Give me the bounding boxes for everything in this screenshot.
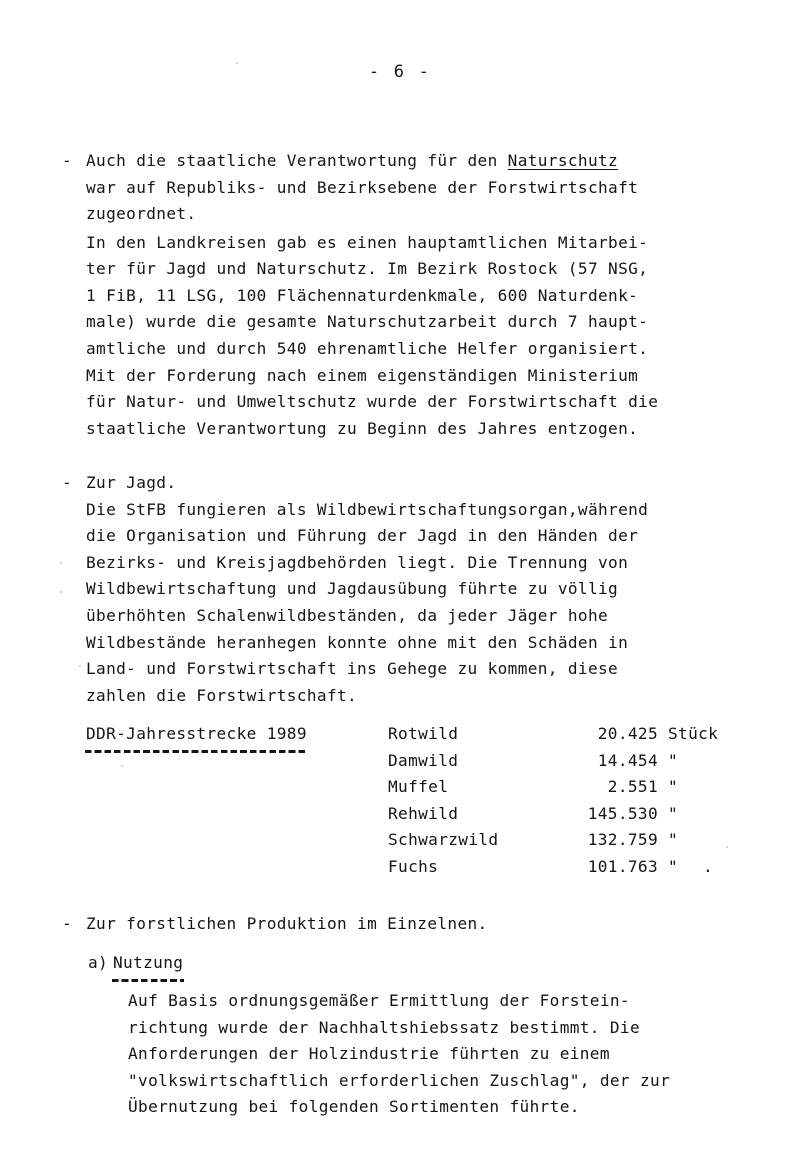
- paragraph-line: Land- und Forstwirtschaft ins Gehege zu kommen, diese: [86, 659, 619, 679]
- table-row: Damwild: [388, 750, 459, 770]
- paragraph-line: richtung wurde der Nachhaltshiebssatz bestimmt. Die: [128, 1017, 641, 1037]
- table-cell-value: 101.763: [587, 857, 658, 876]
- table-row: Rotwild: [388, 724, 459, 743]
- paragraph-line: amtliche und durch 540 ehrenamtliche Helfer organisiert.: [86, 338, 649, 358]
- scan-speck: [60, 562, 62, 564]
- page-number: - 6 -: [368, 62, 432, 82]
- subsection-title-nutzung: [113, 950, 183, 977]
- table-label: [86, 721, 307, 748]
- paragraph-line: 1 FiB, 11 LSG, 100 Flächennaturdenkmale, 600 Naturdenk-: [86, 285, 639, 305]
- paragraph-line: die Organisation und Führung der Jagd in den Händen der: [86, 526, 639, 546]
- paragraph-line: [86, 148, 618, 175]
- table-cell-value: 132.759: [587, 830, 658, 850]
- table-cell-value: 14.454: [597, 750, 658, 770]
- table-cell-unit: ": [668, 777, 679, 797]
- scan-speck: [121, 765, 123, 767]
- bullet-marker-naturschutz: -: [62, 151, 73, 170]
- table-label-text: DDR-Jahresstrecke 1989: [86, 721, 307, 748]
- table-row: Rehwild: [388, 803, 459, 823]
- naturschutz-underlined-term: Naturschutz: [507, 151, 619, 170]
- paragraph-line: male) wurde die gesamte Naturschutzarbeit durch 7 haupt-: [86, 312, 649, 332]
- paragraph-line: Auf Basis ordnungsgemäßer Ermittlung der Forstein-: [128, 991, 630, 1010]
- table-cell-unit: ": [668, 830, 679, 850]
- paragraph-line: war auf Republiks- und Bezirksebene der Forstwirtschaft: [86, 177, 639, 197]
- table-cell-unit: Stück: [668, 724, 719, 743]
- table-trailing-period: .: [703, 857, 714, 876]
- paragraph-line: Die StFB fungieren als Wildbewirtschaftungsorgan,während: [86, 499, 649, 519]
- bullet-marker-jagd: -: [62, 473, 73, 492]
- table-cell-value: 2.551: [607, 777, 658, 797]
- paragraph-line: staatliche Verantwortung zu Beginn des Jahres entzogen.: [86, 418, 639, 438]
- paragraph-line: In den Landkreisen gab es einen hauptamtlichen Mitarbei-: [86, 232, 649, 252]
- paragraph-line: "volkswirtschaftlich erforderlichen Zuschlag", der zur: [128, 1070, 671, 1090]
- paragraph-line: für Natur- und Umweltschutz wurde der Forstwirtschaft die: [86, 392, 659, 412]
- paragraph-line: Mit der Forderung nach einem eigenständigen Ministerium: [86, 365, 639, 385]
- paragraph-line: Wildbewirtschaftung und Jagdausübung führte zu völlig: [86, 579, 619, 599]
- table-cell-unit: ": [668, 750, 679, 770]
- scan-speck: [726, 846, 728, 848]
- table-row: Fuchs: [388, 857, 439, 876]
- table-cell-value: 20.425: [597, 724, 658, 743]
- scan-speck: [60, 591, 62, 593]
- bullet-marker-produktion: -: [62, 914, 73, 933]
- paragraph-line: Übernutzung bei folgenden Sortimenten führte.: [128, 1097, 580, 1117]
- table-row: Schwarzwild: [388, 830, 499, 850]
- scan-speck: [236, 62, 238, 64]
- section-heading-produktion: Zur forstlichen Produktion im Einzelnen.: [86, 914, 488, 933]
- paragraph-line: überhöhten Schalenwildbeständen, da jeder Jäger hohe: [86, 606, 609, 625]
- table-cell-unit: ": [668, 857, 679, 876]
- subsection-title-text: Nutzung: [113, 950, 183, 977]
- paragraph-line: zahlen die Forstwirtschaft.: [86, 685, 358, 705]
- paragraph-line: Anforderungen der Holzindustrie führten zu einem: [128, 1044, 610, 1064]
- subsection-marker-a: a): [88, 953, 109, 972]
- table-cell-unit: ": [668, 803, 679, 823]
- line-text: Auch die staatliche Verantwortung für den: [86, 151, 508, 170]
- section-heading-jagd: Zur Jagd.: [86, 473, 177, 492]
- paragraph-line: Bezirks- und Kreisjagdbehörden liegt. Die Trennung von: [86, 552, 629, 572]
- paragraph-line: Wildbestände heranhegen konnte ohne mit den Schäden in: [86, 632, 629, 652]
- scan-speck: [79, 665, 81, 667]
- table-cell-value: 145.530: [587, 803, 658, 823]
- paragraph-line: ter für Jagd und Naturschutz. Im Bezirk Rostock (57 NSG,: [86, 259, 649, 279]
- table-row: Muffel: [388, 777, 449, 797]
- paragraph-line: zugeordnet.: [86, 204, 197, 224]
